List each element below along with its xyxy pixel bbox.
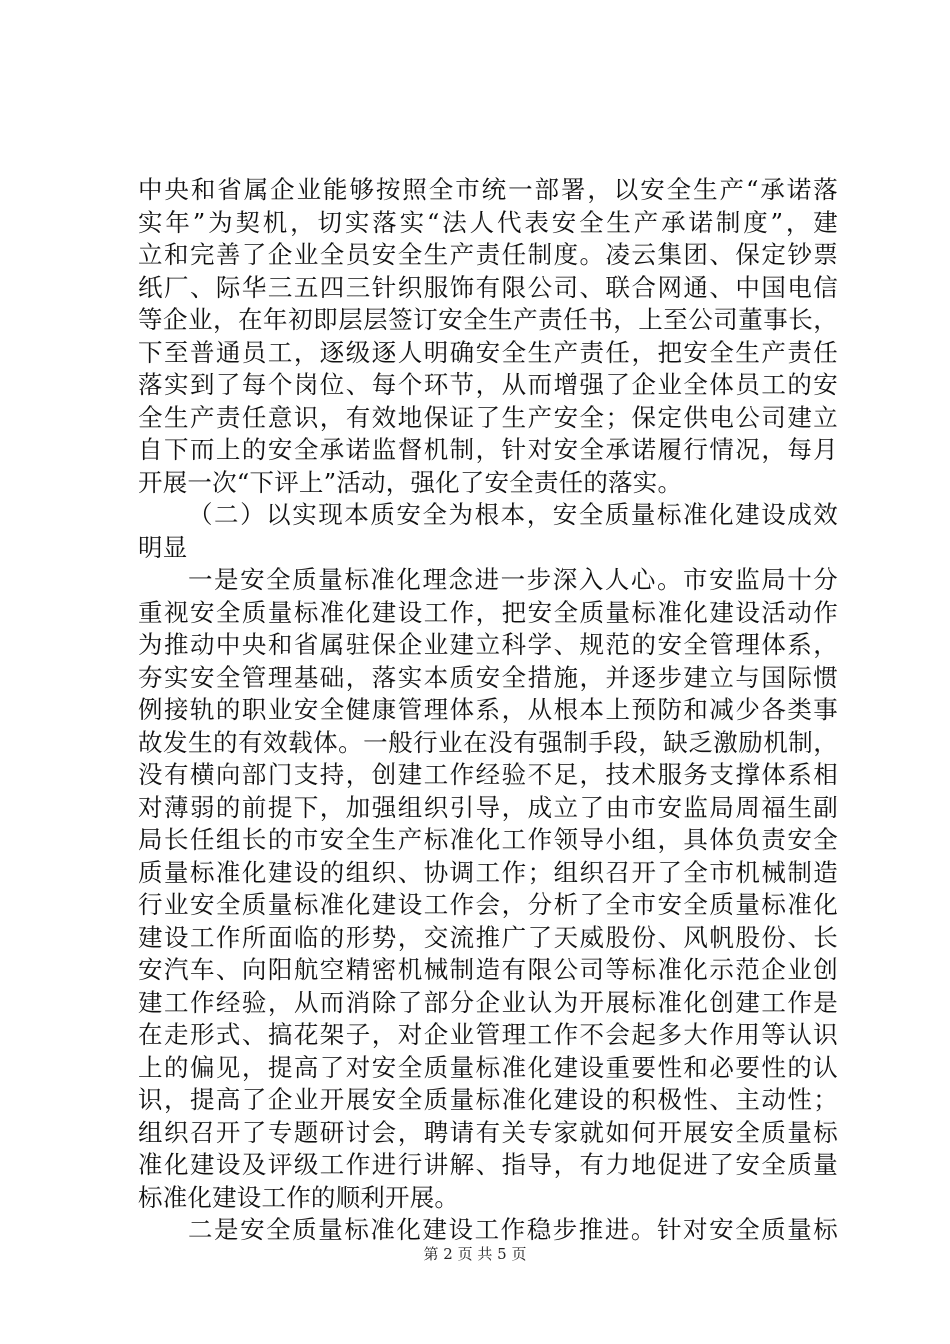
text-line: 夯实安全管理基础，落实本质安全措施，并逐步建立与国际惯 — [138, 662, 838, 692]
text-line: 没有横向部门支持，创建工作经验不足，技术服务支撑体系相 — [138, 760, 838, 789]
text-line: 上的偏见，提高了对安全质量标准化建设重要性和必要性的认 — [138, 1052, 838, 1082]
text-line: 开展一次“下评上”活动，强化了安全责任的落实。 — [138, 467, 683, 497]
text-line: 立和完善了企业全员安全生产责任制度。凌云集团、保定钞票 — [138, 240, 838, 269]
text-line: 实年”为契机，切实落实“法人代表安全生产承诺制度”，建 — [138, 207, 838, 237]
text-line: 一是安全质量标准化理念进一步深入人心。市安监局十分 — [188, 565, 838, 594]
text-line: 准化建设及评级工作进行讲解、指导，有力地促进了安全质量 — [138, 1150, 838, 1179]
text-line: 二是安全质量标准化建设工作稳步推进。针对安全质量标 — [188, 1215, 838, 1244]
text-line: 建设工作所面临的形势，交流推广了天威股份、风帆股份、长 — [138, 922, 838, 952]
text-line: 例接轨的职业安全健康管理体系，从根本上预防和减少各类事 — [138, 695, 838, 724]
text-line: 质量标准化建设的组织、协调工作；组织召开了全市机械制造 — [138, 857, 838, 887]
text-line: 行业安全质量标准化建设工作会，分析了全市安全质量标准化 — [138, 890, 838, 919]
text-line: 全生产责任意识，有效地保证了生产安全；保定供电公司建立 — [138, 402, 838, 432]
text-line: 为推动中央和省属驻保企业建立科学、规范的安全管理体系， — [138, 630, 838, 659]
text-line: 自下而上的安全承诺监督机制，针对安全承诺履行情况，每月 — [138, 435, 838, 464]
text-line: 建工作经验，从而消除了部分企业认为开展标准化创建工作是 — [138, 987, 838, 1017]
text-line: 组织召开了专题研讨会，聘请有关专家就如何开展安全质量标 — [138, 1117, 838, 1147]
text-line: 中央和省属企业能够按照全市统一部署，以安全生产“承诺落 — [138, 175, 838, 204]
text-line: 标准化建设工作的顺利开展。 — [138, 1182, 460, 1212]
text-line: 对薄弱的前提下，加强组织引导，成立了由市安监局周福生副 — [138, 792, 838, 822]
page-footer — [0, 1244, 950, 1264]
text-line: 识，提高了企业开展安全质量标准化建设的积极性、主动性； — [138, 1085, 838, 1114]
text-line: 在走形式、搞花架子，对企业管理工作不会起多大作用等认识 — [138, 1020, 838, 1049]
text-line: 重视安全质量标准化建设工作，把安全质量标准化建设活动作 — [138, 597, 838, 627]
section-heading-line: （二）以实现本质安全为根本，安全质量标准化建设成效 — [188, 500, 838, 529]
text-line: 局长任组长的市安全生产标准化工作领导小组，具体负责安全 — [138, 825, 838, 854]
document-body — [138, 174, 838, 1247]
text-line: 落实到了每个岗位、每个环节，从而增强了企业全体员工的安 — [138, 370, 838, 399]
text-line: 故发生的有效载体。一般行业在没有强制手段，缺乏激励机制， — [138, 727, 838, 757]
text-line: 纸厂、际华三五四三针织服饰有限公司、联合网通、中国电信 — [138, 272, 838, 302]
text-line: 下至普通员工，逐级逐人明确安全生产责任，把安全生产责任 — [138, 337, 838, 367]
page-number-label: 第 2 页 共 5 页 — [423, 1245, 527, 1263]
text-line: 安汽车、向阳航空精密机械制造有限公司等标准化示范企业创 — [138, 955, 838, 984]
section-heading-line: 明显 — [138, 532, 188, 562]
text-line: 等企业，在年初即层层签订安全生产责任书，上至公司董事长， — [138, 305, 838, 334]
